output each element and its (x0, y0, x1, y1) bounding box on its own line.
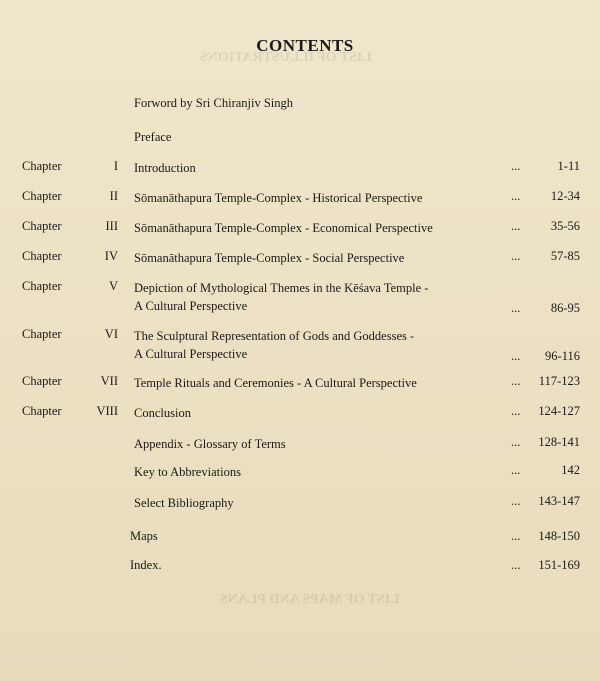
chapter-title: The Sculptural Representation of Gods and Goddesses - (134, 329, 415, 343)
chapter-number: IV (104, 249, 118, 263)
chapter-number: V (108, 279, 118, 293)
page-title: CONTENTS (256, 36, 354, 55)
dot-leader: ... (511, 558, 521, 572)
dot-leader: ... (511, 374, 521, 388)
chapter-label: Chapter (22, 249, 62, 263)
dot-leader: ... (511, 219, 521, 233)
page-range: 96-116 (545, 349, 580, 363)
bleed-through-text: LIST OF MAPS AND PLANS (220, 592, 400, 607)
dot-leader: ... (511, 435, 521, 449)
page-range: 57-85 (550, 249, 580, 263)
page-range: 143-147 (538, 494, 580, 508)
dot-leader: ... (511, 249, 521, 263)
dot-leader: ... (511, 159, 521, 173)
dot-leader: ... (511, 404, 521, 418)
chapter-title-continued: A Cultural Perspective (134, 299, 248, 313)
dot-leader: ... (511, 494, 521, 508)
dot-leader: ... (511, 529, 521, 543)
page-range: 117-123 (538, 374, 580, 388)
page-range: 151-169 (538, 558, 580, 572)
chapter-number: VII (100, 374, 118, 388)
chapter-title: Sōmanāthapura Temple-Complex - Historical Perspective (134, 191, 423, 205)
chapter-number: I (113, 159, 118, 173)
chapter-number: VIII (96, 404, 118, 418)
chapter-title: Sōmanāthapura Temple-Complex - Social Perspective (134, 251, 405, 265)
dot-leader: ... (511, 189, 521, 203)
page-range: 1-11 (557, 159, 580, 173)
appendix-title: Appendix - Glossary of Terms (134, 437, 286, 451)
chapter-label: Chapter (22, 159, 62, 173)
chapter-label: Chapter (22, 219, 62, 233)
chapter-title: Sōmanāthapura Temple-Complex - Economical Perspective (134, 221, 433, 235)
page-range: 128-141 (538, 435, 580, 449)
chapter-title: Conclusion (134, 406, 191, 420)
chapter-label: Chapter (22, 279, 62, 293)
page-range: 86-95 (550, 301, 580, 315)
page-range: 142 (561, 463, 580, 477)
chapter-number: III (105, 219, 118, 233)
chapter-label: Chapter (22, 327, 62, 341)
chapter-title: Introduction (134, 161, 196, 175)
maps-title: Maps (130, 529, 158, 543)
chapter-label: Chapter (22, 189, 62, 203)
index-title: Index. (130, 558, 162, 572)
chapter-label: Chapter (22, 374, 62, 388)
chapter-title: Depiction of Mythological Themes in the Kēśava Temple - (134, 281, 429, 295)
chapter-number: II (109, 189, 118, 203)
chapter-title-continued: A Cultural Perspective (134, 347, 248, 361)
bibliography-title: Select Bibliography (134, 496, 234, 510)
page-range: 124-127 (538, 404, 580, 418)
dot-leader: ... (511, 301, 521, 315)
bleed-through-text: LIST OF ILLUSTRATIONS (200, 50, 372, 65)
toc-entry-foreword: Forword by Sri Chiranjiv Singh (134, 96, 294, 110)
chapter-number: VI (104, 327, 118, 341)
dot-leader: ... (511, 463, 521, 477)
page-range: 12-34 (550, 189, 580, 203)
dot-leader: ... (511, 349, 521, 363)
page-range: 148-150 (538, 529, 580, 543)
toc-entry-preface: Preface (134, 130, 172, 144)
abbreviations-title: Key to Abbreviations (134, 465, 241, 479)
chapter-label: Chapter (22, 404, 62, 418)
chapter-title: Temple Rituals and Ceremonies - A Cultural Perspective (134, 376, 417, 390)
page-range: 35-56 (550, 219, 580, 233)
